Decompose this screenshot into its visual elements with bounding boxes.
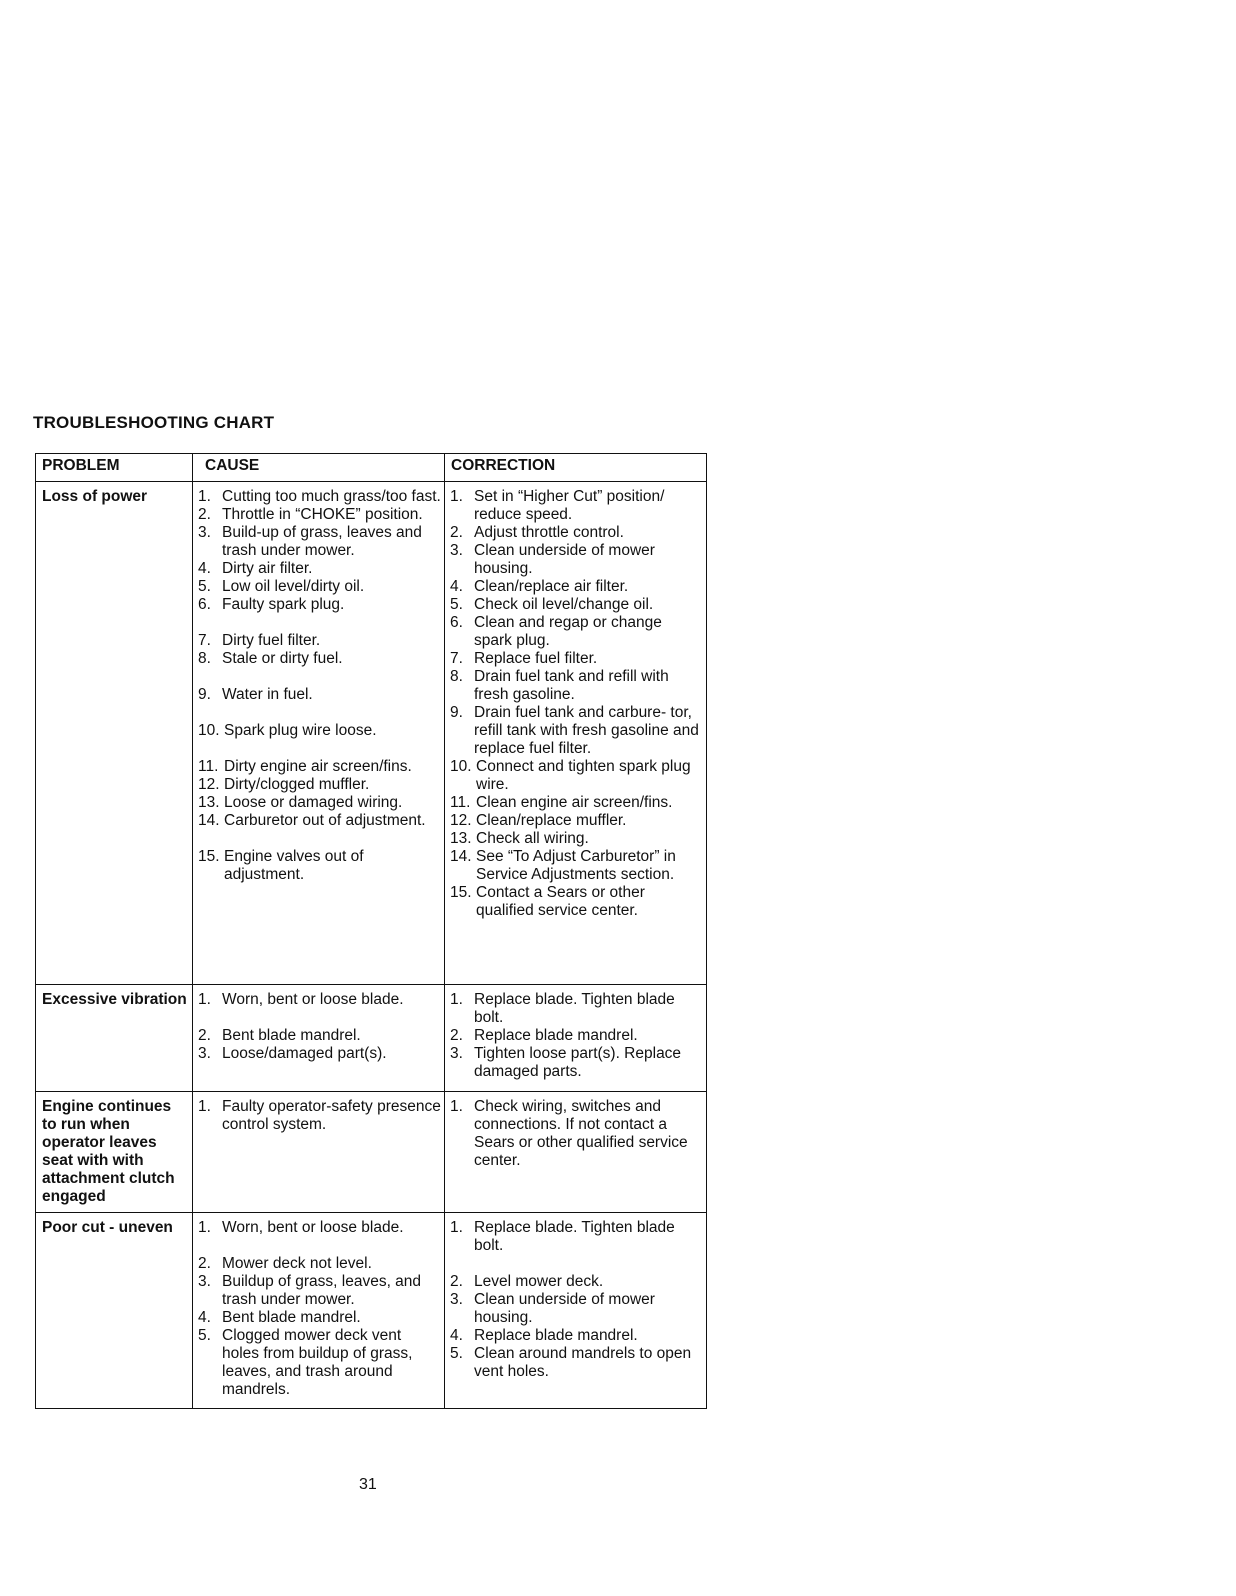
cause-item-text: Mower deck not level. [222,1255,372,1272]
cause-item-text: Dirty fuel filter. [222,632,321,649]
cause-item-number: 4. [198,560,211,577]
correction-item-text: Clean underside of mower housing. [474,542,655,577]
correction-item-number: 13. [450,830,472,847]
correction-item-text: Replace blade. Tighten blade bolt. [474,1219,675,1254]
cause-item-text: Loose or damaged wiring. [224,794,403,811]
header-row [36,454,707,482]
cause-cell [193,482,445,985]
correction-item-text: Adjust throttle control. [474,524,624,541]
cause-item-text: Bent blade mandrel. [222,1027,361,1044]
correction-item [449,812,704,830]
correction-item-number: 5. [450,1345,463,1362]
correction-item-number: 3. [450,542,463,559]
cause-item [197,1219,442,1237]
cause-item [197,758,442,776]
correction-item-text: Clean/replace muffler. [476,812,627,829]
correction-item-text: Check all wiring. [476,830,589,847]
correction-cell [445,482,707,985]
cause-item [197,632,442,650]
cause-item-text: Low oil level/dirty oil. [222,578,365,595]
correction-cell [445,985,707,1092]
correction-item-number: 6. [450,614,463,631]
correction-item [449,991,704,1027]
problem-cell: Excessive vibration [36,985,193,1092]
cause-cell [193,1213,445,1409]
cause-item-text: Engine valves out of adjustment. [224,848,364,883]
cause-item-number: 2. [198,506,211,523]
correction-item [449,488,704,524]
cause-item [197,1327,442,1399]
cause-item [197,650,442,668]
cause-item [197,524,442,560]
correction-item-number: 4. [450,1327,463,1344]
cause-item-number: 9. [198,686,211,703]
correction-item [449,1345,704,1381]
problem-cell: Engine continues to run when operator leaves seat with with attachment clutch engaged [36,1092,193,1213]
problem-cell: Loss of power [36,482,193,985]
header-correction: CORRECTION [445,454,707,482]
correction-item-text: Replace blade. Tighten blade bolt. [474,991,675,1026]
problem-cell: Poor cut - uneven [36,1213,193,1409]
table-row [36,482,707,985]
cause-item-number: 15. [198,848,220,865]
cause-item-number: 5. [198,578,211,595]
correction-item [449,704,704,758]
cause-item-number: 13. [198,794,220,811]
cause-item [197,1027,442,1045]
cause-item-text: Buildup of grass, leaves, and trash under mower. [222,1273,422,1308]
cause-item-number: 2. [198,1027,211,1044]
correction-item [449,542,704,578]
correction-item [449,794,704,812]
cause-item-number: 4. [198,1309,211,1326]
cause-item-text: Build-up of grass, leaves and trash under mower. [222,524,422,559]
correction-item [449,884,704,920]
table-row [36,985,707,1092]
cause-item-number: 3. [198,1045,211,1062]
cause-item-text: Dirty air filter. [222,560,313,577]
correction-item [449,1327,704,1345]
cause-item [197,578,442,596]
correction-item-number: 1. [450,488,463,505]
cause-item-text: Faulty operator-safety presence control system. [222,1098,441,1133]
cause-cell [193,985,445,1092]
correction-item-number: 1. [450,1098,463,1115]
cause-item [197,1255,442,1273]
cause-item-number: 1. [198,1219,211,1236]
cause-item-text: Water in fuel. [222,686,313,703]
chart-title: TROUBLESHOOTING CHART [33,413,275,432]
cause-item-text: Carburetor out of adjustment. [224,812,426,829]
cause-item [197,991,442,1009]
correction-item [449,1045,704,1081]
correction-item-text: See “To Adjust Carburetor” in Service Adjustments section. [476,848,676,883]
correction-item-number: 11. [450,794,471,811]
cause-item-text: Dirty engine air screen/fins. [224,758,412,775]
correction-item-text: Clean around mandrels to open vent holes. [474,1345,692,1380]
correction-item-number: 5. [450,596,463,613]
cause-item-text: Worn, bent or loose blade. [222,991,404,1008]
header-cause: CAUSE [193,454,445,482]
correction-item-text: Tighten loose part(s). Replace damaged parts. [474,1045,682,1080]
correction-item-number: 12. [450,812,472,829]
correction-item-text: Clean and regap or change spark plug. [474,614,662,649]
correction-item-number: 1. [450,1219,463,1236]
cause-item-number: 12. [198,776,220,793]
correction-item [449,524,704,542]
cause-item [197,1309,442,1327]
table-row [36,1213,707,1409]
correction-item-number: 2. [450,524,463,541]
cause-item-text: Faulty spark plug. [222,596,345,613]
cause-item [197,560,442,578]
correction-item-text: Clean engine air screen/fins. [476,794,673,811]
correction-item-number: 10. [450,758,472,775]
correction-item [449,1291,704,1327]
correction-item-text: Check oil level/change oil. [474,596,654,613]
correction-item [449,596,704,614]
correction-item [449,578,704,596]
correction-item-text: Check wiring, switches and connections. If not contact a Sears or other qualified service center. [474,1098,688,1169]
page-number: 31 [359,1476,377,1493]
cause-item-number: 3. [198,1273,211,1290]
correction-item-text: Replace blade mandrel. [474,1027,638,1044]
correction-item-number: 1. [450,991,463,1008]
correction-item-text: Level mower deck. [474,1273,604,1290]
correction-item-text: Replace fuel filter. [474,650,598,667]
cause-item-number: 5. [198,1327,211,1344]
correction-item [449,1027,704,1045]
cause-cell [193,1092,445,1213]
correction-item-text: Contact a Sears or other qualified service center. [476,884,645,919]
header-problem: PROBLEM [36,454,193,482]
cause-item-number: 7. [198,632,211,649]
correction-item [449,1098,704,1170]
cause-item-number: 6. [198,596,211,613]
cause-item-text: Spark plug wire loose. [224,722,377,739]
correction-item-number: 2. [450,1027,463,1044]
table-row [36,1092,707,1213]
cause-item-text: Worn, bent or loose blade. [222,1219,404,1236]
cause-item-number: 10. [198,722,220,739]
cause-item [197,1273,442,1309]
cause-item-text: Dirty/clogged muffler. [224,776,370,793]
correction-item [449,668,704,704]
correction-item-number: 15. [450,884,472,901]
cause-item [197,776,442,794]
correction-item [449,650,704,668]
correction-item-number: 2. [450,1273,463,1290]
cause-item-text: Throttle in “CHOKE” position. [222,506,423,523]
cause-item [197,722,442,740]
correction-item [449,614,704,650]
correction-item-number: 14. [450,848,472,865]
cause-item [197,506,442,524]
cause-item [197,686,442,704]
cause-item [197,596,442,614]
correction-item-number: 8. [450,668,463,685]
correction-item [449,848,704,884]
cause-item [197,1045,442,1063]
correction-item [449,758,704,794]
correction-item-text: Connect and tighten spark plug wire. [476,758,691,793]
correction-item-number: 7. [450,650,463,667]
correction-item-text: Replace blade mandrel. [474,1327,638,1344]
cause-item-text: Bent blade mandrel. [222,1309,361,1326]
cause-item-number: 3. [198,524,211,541]
cause-item-number: 1. [198,991,211,1008]
cause-item-text: Loose/damaged part(s). [222,1045,387,1062]
cause-item-text: Stale or dirty fuel. [222,650,343,667]
correction-item-text: Set in “Higher Cut” position/ reduce speed. [474,488,665,523]
cause-item [197,848,442,884]
correction-item-number: 9. [450,704,463,721]
troubleshooting-table [35,453,707,1409]
correction-item [449,1273,704,1291]
correction-item-number: 4. [450,578,463,595]
correction-cell [445,1213,707,1409]
correction-cell [445,1092,707,1213]
correction-item-number: 3. [450,1045,463,1062]
correction-item [449,1219,704,1255]
correction-item-text: Drain fuel tank and carbure- tor, refill tank with fresh gasoline and replace fuel filter. [474,704,699,757]
correction-item [449,830,704,848]
cause-item-number: 1. [198,488,211,505]
cause-item [197,794,442,812]
cause-item [197,812,442,830]
cause-item-number: 1. [198,1098,211,1115]
correction-item-text: Clean/replace air filter. [474,578,629,595]
correction-item-number: 3. [450,1291,463,1308]
cause-item-text: Clogged mower deck vent holes from buildup of grass, leaves, and trash around mandrels. [222,1327,413,1398]
cause-item-number: 8. [198,650,211,667]
cause-item-number: 11. [198,758,219,775]
correction-item-text: Drain fuel tank and refill with fresh gasoline. [474,668,669,703]
cause-item [197,1098,442,1134]
cause-item [197,488,442,506]
cause-item-number: 14. [198,812,220,829]
correction-item-text: Clean underside of mower housing. [474,1291,655,1326]
cause-item-text: Cutting too much grass/too fast. [222,488,441,505]
cause-item-number: 2. [198,1255,211,1272]
